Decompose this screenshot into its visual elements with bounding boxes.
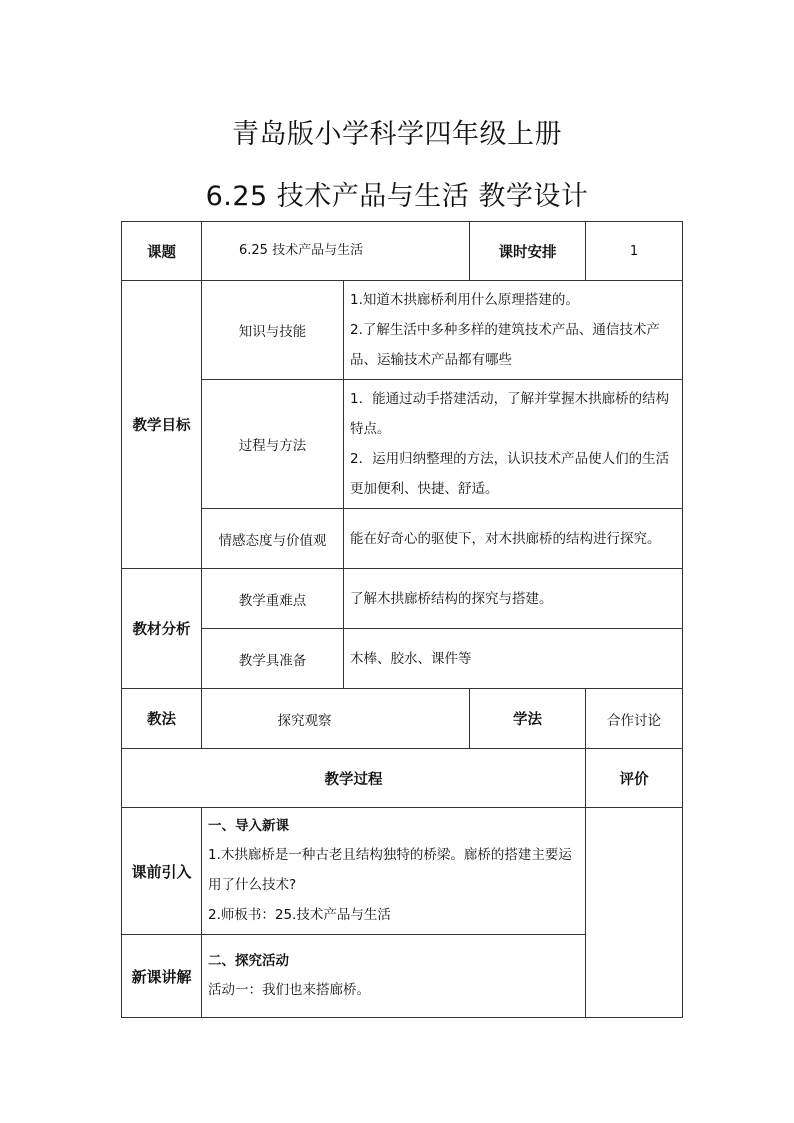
- row-topic: [122, 222, 683, 281]
- document-title: 青岛版小学科学四年级上册: [232, 119, 562, 150]
- evaluation-cell: [586, 808, 683, 1018]
- materials-value: 木棒、胶水、课件等: [344, 629, 683, 689]
- process-content: [344, 380, 683, 509]
- goals-label: 教学目标: [122, 281, 202, 569]
- row-attitude: [122, 509, 683, 569]
- knowledge-line-1: 1.知道木拱廊桥利用什么原理搭建的。: [350, 292, 579, 308]
- knowledge-content: [344, 281, 683, 380]
- teaching-method-label: 教法: [122, 689, 202, 749]
- process-header: 教学过程: [122, 749, 586, 808]
- row-intro: [122, 808, 683, 935]
- row-process-method: [122, 380, 683, 509]
- document-subtitle: 6.25 技术产品与生活 教学设计: [205, 181, 589, 212]
- row-methods: [122, 689, 683, 749]
- topic-label: 课题: [122, 222, 202, 281]
- knowledge-line-2: 2.了解生活中多种多样的建筑技术产品、通信技术产品、运输技术产品都有哪些: [350, 322, 660, 368]
- process-line-1: 1．能通过动手搭建活动，了解并掌握木拱廊桥的结构特点。: [350, 391, 670, 437]
- key-points-label: 教学重难点: [202, 569, 344, 629]
- intro-line-1: 1.木拱廊桥是一种古老且结构独特的桥梁。廊桥的搭建主要运用了什么技术?: [208, 847, 572, 893]
- process-line-2: 2．运用归纳整理的方法，认识技术产品使人们的生活更加便利、快捷、舒适。: [350, 451, 670, 497]
- key-points-value: 了解木拱廊桥结构的探究与搭建。: [344, 569, 683, 629]
- learning-method-value: 合作讨论: [586, 689, 683, 749]
- topic-value: 6.25 技术产品与生活: [202, 222, 470, 281]
- new-lesson-label: 新课讲解: [122, 935, 202, 1018]
- evaluation-header: 评价: [586, 749, 683, 808]
- new-lesson-line-1: 活动一：我们也来搭廊桥。: [208, 982, 370, 998]
- attitude-content: 能在好奇心的驱使下，对木拱廊桥的结构进行探究。: [344, 509, 683, 569]
- learning-method-label: 学法: [470, 689, 586, 749]
- new-lesson-content: [202, 935, 586, 1018]
- process-label: 过程与方法: [202, 380, 344, 509]
- analysis-label: 教材分析: [122, 569, 202, 689]
- schedule-value: 1: [586, 222, 683, 281]
- row-key-points: [122, 569, 683, 629]
- teaching-method-value: 探究观察: [202, 689, 470, 749]
- new-lesson-heading: 二、探究活动: [208, 953, 289, 969]
- intro-label: 课前引入: [122, 808, 202, 935]
- materials-label: 教学具准备: [202, 629, 344, 689]
- attitude-label: 情感态度与价值观: [202, 509, 344, 569]
- lesson-plan-table: [121, 221, 683, 1018]
- intro-content: [202, 808, 586, 935]
- knowledge-label: 知识与技能: [202, 281, 344, 380]
- row-knowledge: [122, 281, 683, 380]
- row-process-header: [122, 749, 683, 808]
- schedule-label: 课时安排: [470, 222, 586, 281]
- intro-heading: 一、导入新课: [208, 818, 289, 834]
- row-materials: [122, 629, 683, 689]
- intro-line-2: 2.师板书：25.技术产品与生活: [208, 907, 391, 923]
